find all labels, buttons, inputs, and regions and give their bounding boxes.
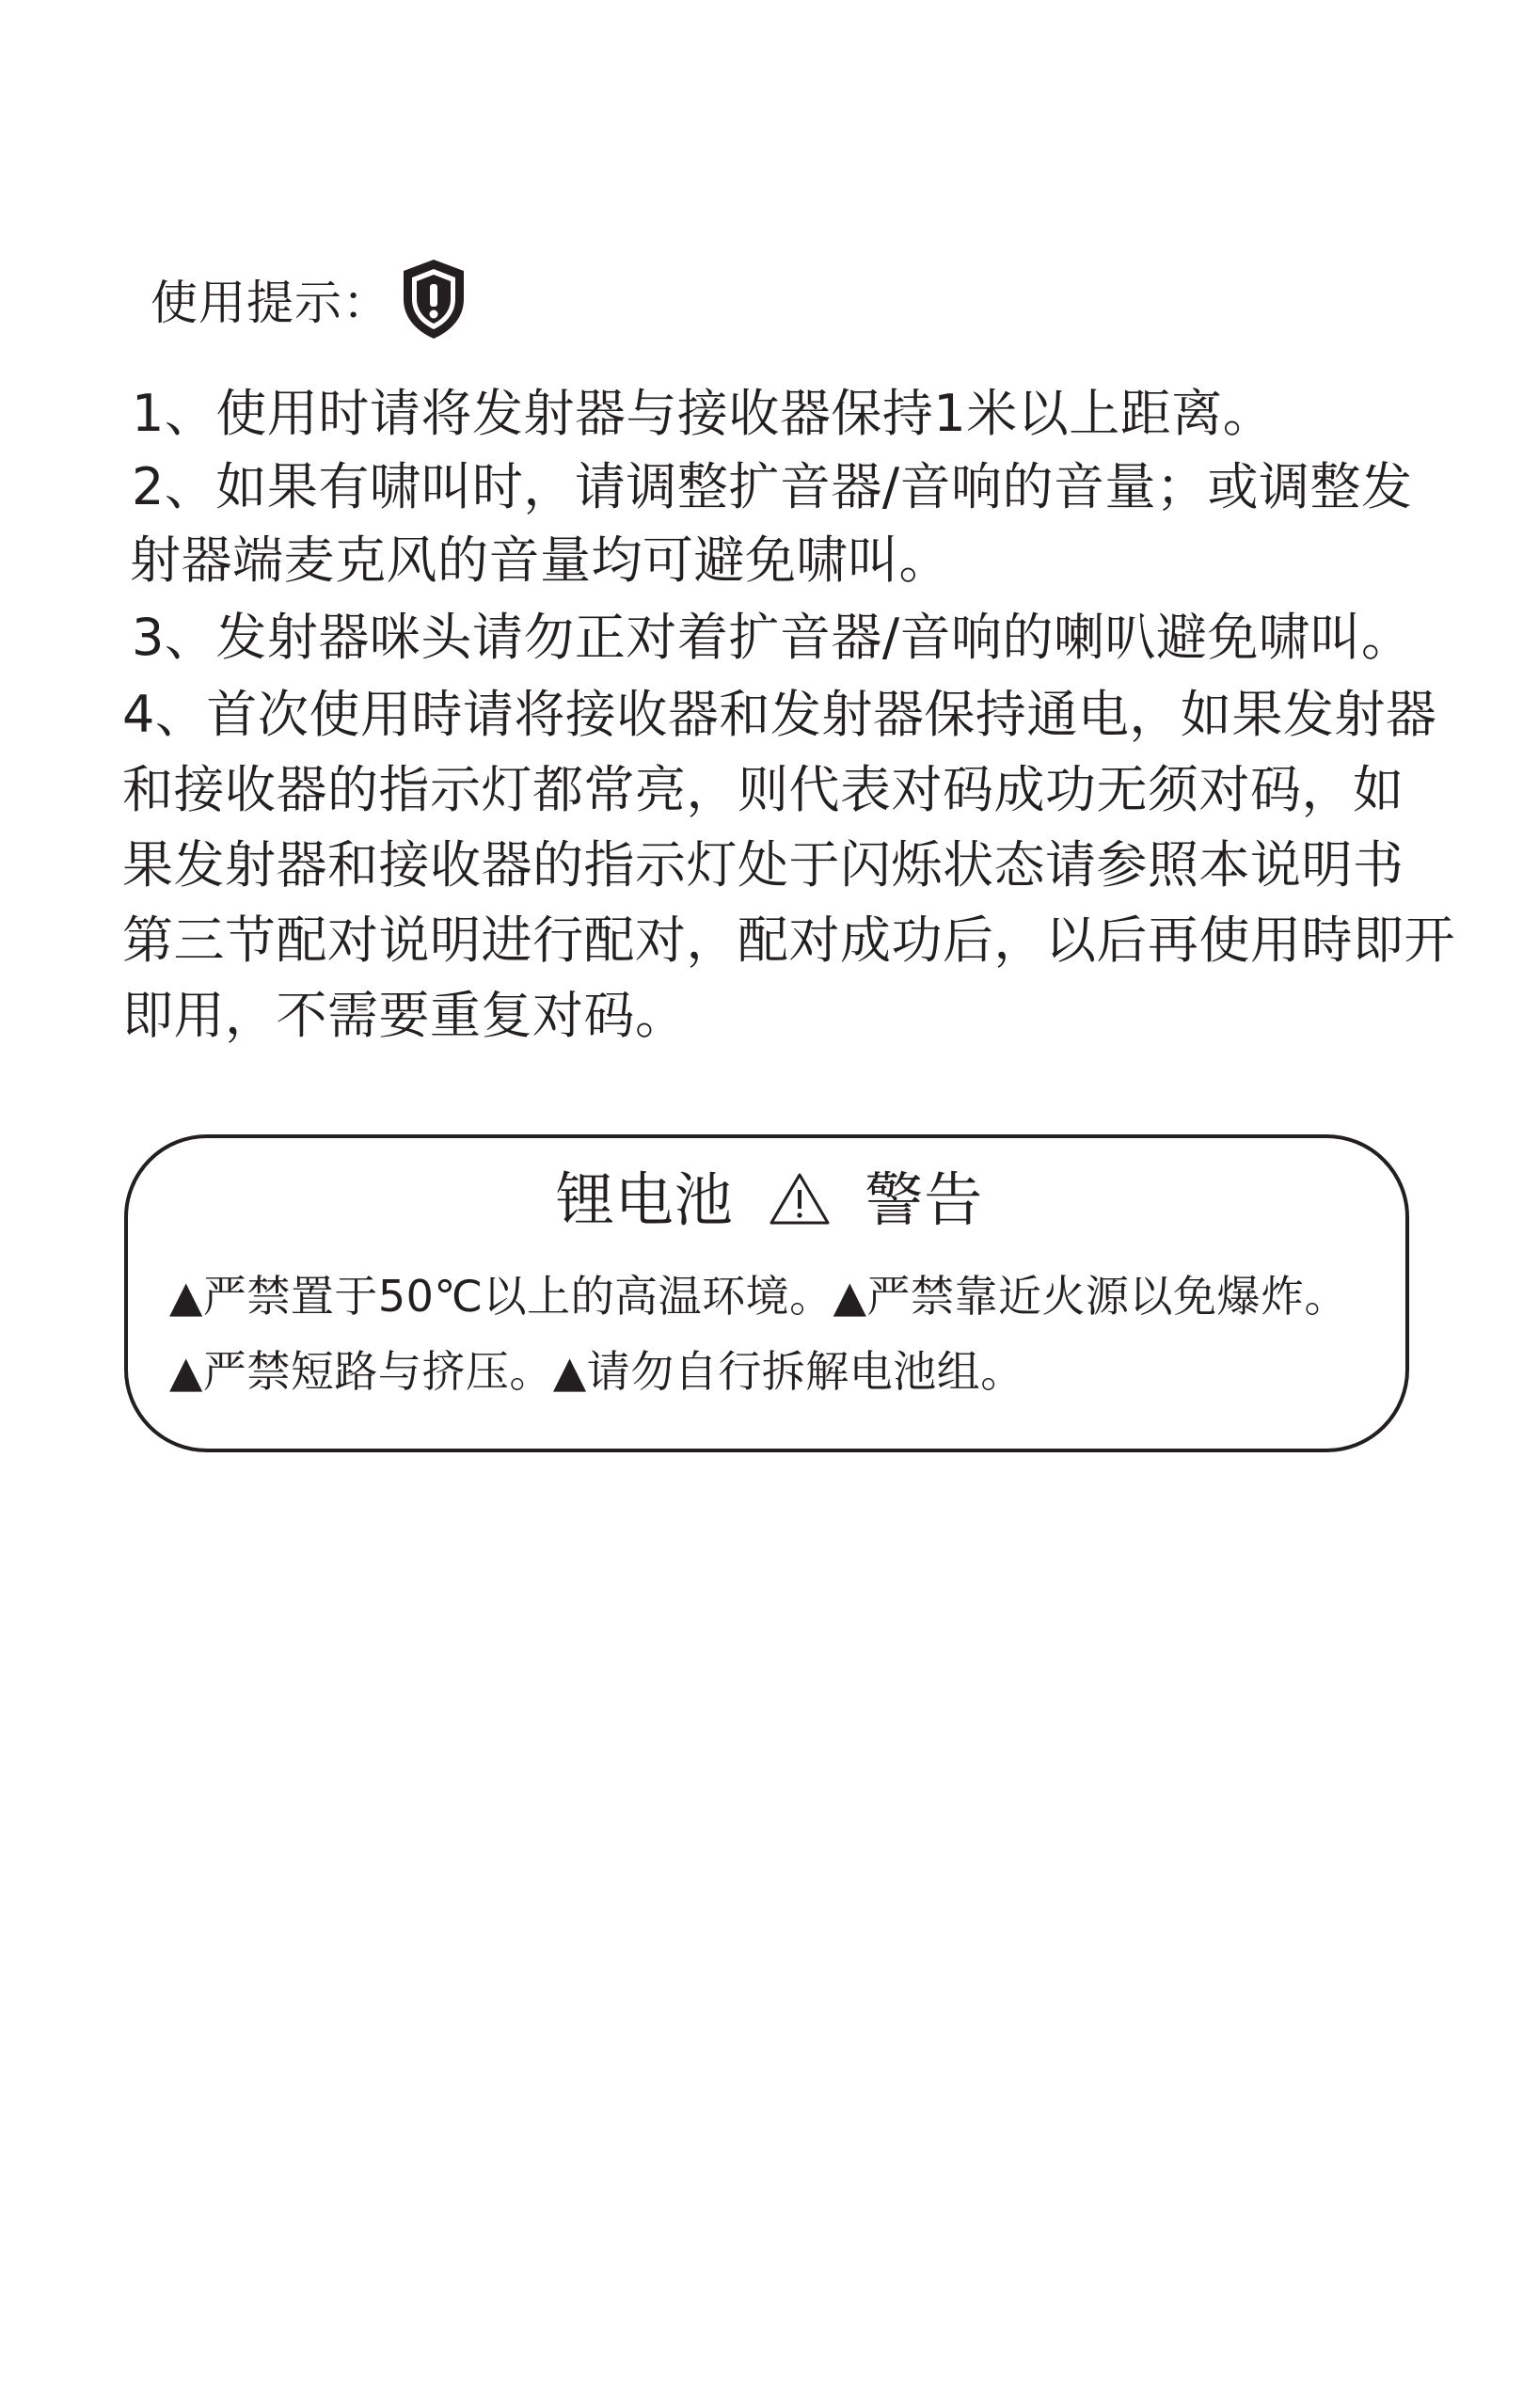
tip-line-4: 4、首次使用時请将接收器和发射器保持通电，如果发射器 [122,685,1437,744]
tips-heading-text: 使用提示： [151,276,390,330]
tip-line-4-cont-2: 果发射器和接收器的指示灯处于闪烁状态请参照本说明书 [122,835,1404,895]
battery-warning-line-2: ▲严禁短路与挤压。▲请勿自行拆解电池组。 [169,1346,1024,1397]
tip-line-4-cont-1: 和接收器的指示灯都常亮，则代表对码成功无须对码，如 [122,760,1404,819]
tip-line-4-cont-3: 第三节配对说明进行配对，配对成功后，以后再使用時即开 [122,911,1455,970]
shield-exclamation-icon [400,258,468,341]
battery-warning-title [0,1163,1539,1238]
battery-warning-line-1: ▲严禁置于50℃以上的高温环境。▲严禁靠近火源以免爆炸。 [169,1271,1348,1322]
warning-triangle-icon [769,1171,831,1226]
tip-line-2: 2、如果有啸叫时，请调整扩音器/音响的音量；或调整发 [132,457,1413,516]
tip-line-2-cont: 射器端麦克风的音量均可避免啸叫。 [130,531,950,590]
battery-warning-title-left: 锂电池 [555,1165,734,1234]
tip-line-4-cont-4: 即用，不需要重复对码。 [122,986,687,1045]
battery-warning-title-right: 警告 [865,1165,984,1234]
tips-heading [151,256,468,342]
tip-line-1: 1、使用时请将发射器与接收器保持1米以上距离。 [132,384,1275,443]
tip-line-3: 3、发射器咪头请勿正对着扩音器/音响的喇叭避免啸叫。 [132,608,1413,667]
